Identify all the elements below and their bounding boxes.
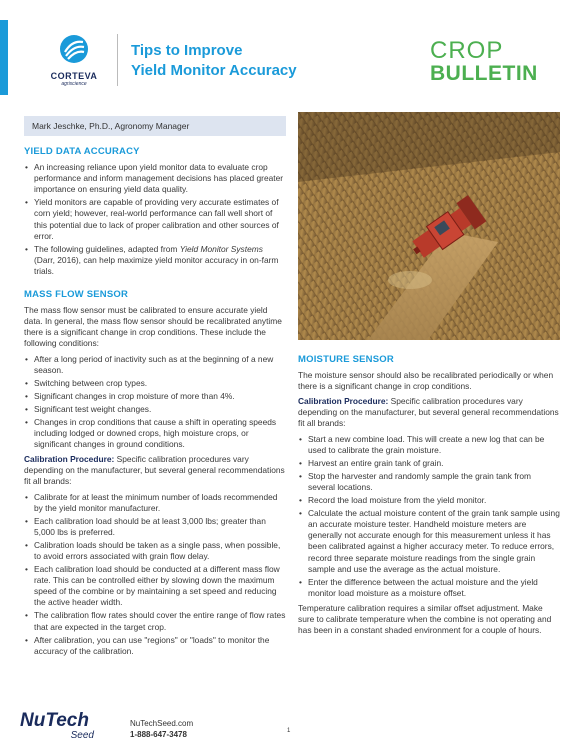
combine-harvest-photo [298, 112, 560, 340]
list-item: • The calibration flow rates should cover the entire range of flow rates that are expected in the target crop. [34, 610, 286, 632]
mass-flow-steps [24, 492, 286, 657]
title-line-2: Yield Monitor Accuracy [131, 62, 297, 79]
list-item: • Start a new combine load. This will create a new log that can be used to calibrate the grain moisture. [308, 434, 560, 456]
citation-pre: The following guidelines, adapted from [34, 243, 180, 254]
harvest-image [298, 112, 560, 340]
calibration-text: Specific calibration procedures vary depending on the manufacturer, but several general recommendations fit all brands: [24, 454, 285, 487]
bulletin-label: BULLETIN [430, 62, 538, 85]
moisture-calibration-intro [298, 396, 560, 429]
list-item: • Each calibration load should be conducted at a different mass flow rate. This can be controlled either by slowing down the maximum speed of the combine or by maintaining a set speed and reducing the active header width. [34, 564, 286, 608]
list-item: • After calibration, you can use "regions" or "loads" to monitor the accuracy of the calibration. [34, 635, 286, 657]
mass-flow-conditions [24, 354, 286, 451]
logo-subtext: agriscience [61, 81, 87, 87]
citation-post: (Darr, 2016), can help maximize yield monitor accuracy in on-farm trials. [34, 254, 279, 276]
footer-contact [130, 718, 193, 740]
corteva-emblem-icon [59, 34, 89, 64]
moisture-closing: Temperature calibration requires a similar offset adjustment. Make sure to calibrate temperature when the combine is not operating and has been in a constant shaded environment for a couple of hours. [298, 602, 552, 636]
moisture-intro: The moisture sensor should also be recalibrated periodically or when there is a significant change in crop conditions. [298, 370, 554, 392]
list-item: • Harvest an entire grain tank of grain. [308, 458, 560, 469]
list-item: • Each calibration load should be at least 3,000 lbs; greater than 5,000 lbs is preferred. [34, 516, 286, 538]
list-item: • Enter the difference between the actual moisture and the yield monitor load moisture as a moisture offset. [308, 577, 560, 599]
header-divider [117, 34, 118, 86]
crop-label: CROP [430, 37, 504, 64]
header-accent-bar [0, 20, 8, 95]
corteva-logo [44, 34, 104, 87]
footer-website[interactable]: NuTechSeed.com [130, 719, 194, 728]
moisture-heading: MOISTURE SENSOR [298, 354, 394, 365]
list-item [34, 244, 286, 277]
list-item: • Yield monitors are capable of providing very accurate estimates of corn yield; however, real-world performance can fall well short of this potential due to lack of proper calibration and other sources of error. [34, 197, 286, 241]
list-item: • Significant test weight changes. [34, 404, 286, 415]
list-item: • Calibrate for at least the minimum number of loads recommended by the yield monitor manufacturer. [34, 492, 286, 514]
list-item: • Record the load moisture from the yield monitor. [308, 495, 560, 506]
list-item: • After a long period of inactivity such as at the beginning of a new season. [34, 354, 286, 376]
citation-title: Yield Monitor Systems [179, 243, 263, 254]
calibration-label: Calibration Procedure: [298, 396, 389, 407]
right-column [298, 354, 560, 640]
mass-flow-calibration-intro [24, 454, 286, 487]
list-item: • Stop the harvester and randomly sample the grain tank from several locations. [308, 471, 560, 493]
title-line-1: Tips to Improve [131, 42, 243, 59]
list-item: • Changes in crop conditions that cause a shift in operating speeds including lodged or downed crops, high moisture crops, or significant changes in ground conditions. [34, 417, 286, 450]
logo-wordmark: CORTEVA [50, 71, 98, 81]
list-item: • Calibration loads should be taken as a single pass, when possible, to avoid errors associated with grain flow delay. [34, 540, 286, 562]
author-byline: Mark Jeschke, Ph.D., Agronomy Manager [24, 116, 286, 136]
footer-phone: 1-888-647-3478 [130, 730, 187, 739]
list-item: • Calculate the actual moisture content of the grain tank sample using an accurate moisture tester. Handheld moisture meters are generally not accurate enough for this measurement unless it has been calibrated against a higher accuracy meter. To reduce errors, record three separate moisture readings from the single grain sample and use the average as the actual moisture. [308, 508, 560, 575]
nutech-wordmark: NuTech [20, 710, 89, 731]
list-item: • An increasing reliance upon yield monitor data to evaluate crop performance and inform management decisions has placed greater importance on ensuring yield data quality. [34, 162, 286, 195]
moisture-steps [298, 434, 560, 599]
mass-flow-intro: The mass flow sensor must be calibrated to ensure accurate yield data. In general, the mass flow sensor should be recalibrated anytime there is a significant change in crop conditions. These include the following conditions: [24, 305, 282, 349]
list-item: • Significant changes in crop moisture of more than 4%. [34, 391, 286, 402]
yield-heading: YIELD DATA ACCURACY [24, 146, 140, 157]
list-item: • Switching between crop types. [34, 378, 286, 389]
yield-list [24, 162, 286, 277]
page-number: 1 [287, 728, 291, 734]
calibration-label: Calibration Procedure: [24, 454, 115, 465]
nutech-logo [20, 712, 94, 741]
calibration-text: Specific calibration procedures vary depending on the manufacturer, but several general recommendations fit all brands: [298, 396, 559, 429]
mass-flow-heading: MASS FLOW SENSOR [24, 289, 129, 301]
page-title [131, 41, 297, 81]
left-column [24, 146, 286, 661]
nutech-seed-text: Seed [70, 730, 94, 741]
